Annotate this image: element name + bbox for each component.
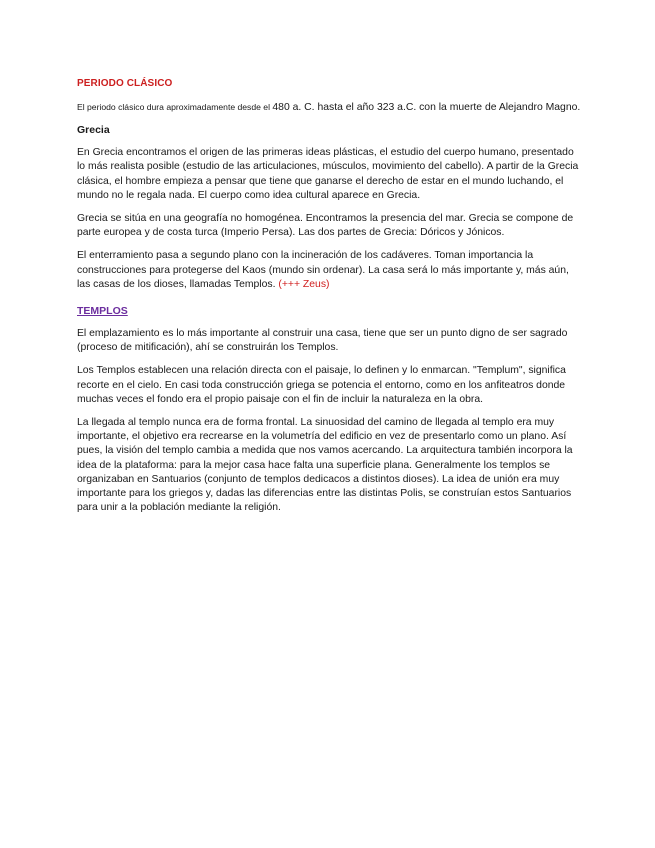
templos-paragraph-2: Los Templos establecen una relación directa con el paisaje, lo definen y lo enmarcan. "Templum", significa recorte en el cielo. En casi toda construcción griega se potencia el entorno, como en los anfiteatros donde muchas veces el fondo era el propio paisaje con el fin de incluir la naturaleza en la obra. [77,365,566,405]
grecia-paragraph-2: Grecia se sitúa en una geografía no homogénea. Encontramos la presencia del mar. Grecia se compone de parte europea y de costa turca (Imperio Persa). Las dos partes de Grecia: Dóricos y Jónicos. [77,213,574,239]
grecia-paragraph-3-text: El enterramiento pasa a segundo plano con la incineración de los cadáveres. Toman importancia la construcciones para protegerse del Kaos (mundo sin ordenar). La casa será lo más importante y, más aún, las casas de los dioses, llamadas Templos. [77,250,569,290]
document-content [77,78,582,524]
grecia-paragraph-3 [77,249,582,292]
grecia-paragraph-1: En Grecia encontramos el origen de las primeras ideas plásticas, el estudio del cuerpo humano, presentado lo más realista posible (estudio de las articulaciones, músculos, movimiento del cabello). A partir de la Grecia clásica, el hombre empieza a pensar que tiene que ganarse el derecho de estar en el mundo luchando, el mundo no le regala nada. El cuerpo como idea cultural aparece en Grecia. [77,147,579,201]
section-heading-templos-link[interactable]: TEMPLOS [77,305,128,318]
intro-small-text: El periodo clásico dura aproximadamente desde el [77,102,273,112]
page-title: PERIODO CLÁSICO [77,78,173,89]
zeus-note: (+++ Zeus) [278,278,330,290]
templos-paragraph-3: La llegada al templo nunca era de forma frontal. La sinuosidad del camino de llegada al templo era muy importante, el objetivo era recrearse en la volumetría del edificio en vez de presentarlo como un plano. Así pues, la visión del templo cambia a medida que nos vamos acercando. La arquitectura también incorpora la idea de la plataforma: para la mejor casa hace falta una superficie plana. Generalmente los templos se organizaban en Santuarios (conjunto de templos dedicacos a distintos dioses). La idea de unión era muy importante para los griegos y, dadas las diferencias entre las distintas Polis, se construían estos Santuarios para unir a la población mediante la religión. [77,417,573,514]
section-heading-grecia: Grecia [77,124,110,137]
section-heading-templos-wrapper [77,301,582,327]
intro-paragraph [77,100,582,115]
intro-rest-text: 480 a. C. hasta el año 323 a.C. con la muerte de Alejandro Magno. [272,102,581,113]
templos-paragraph-1: El emplazamiento es lo más importante al construir una casa, tiene que ser un punto digno de ser sagrado (proceso de mitificación), ahí se construirán los Templos. [77,328,568,354]
